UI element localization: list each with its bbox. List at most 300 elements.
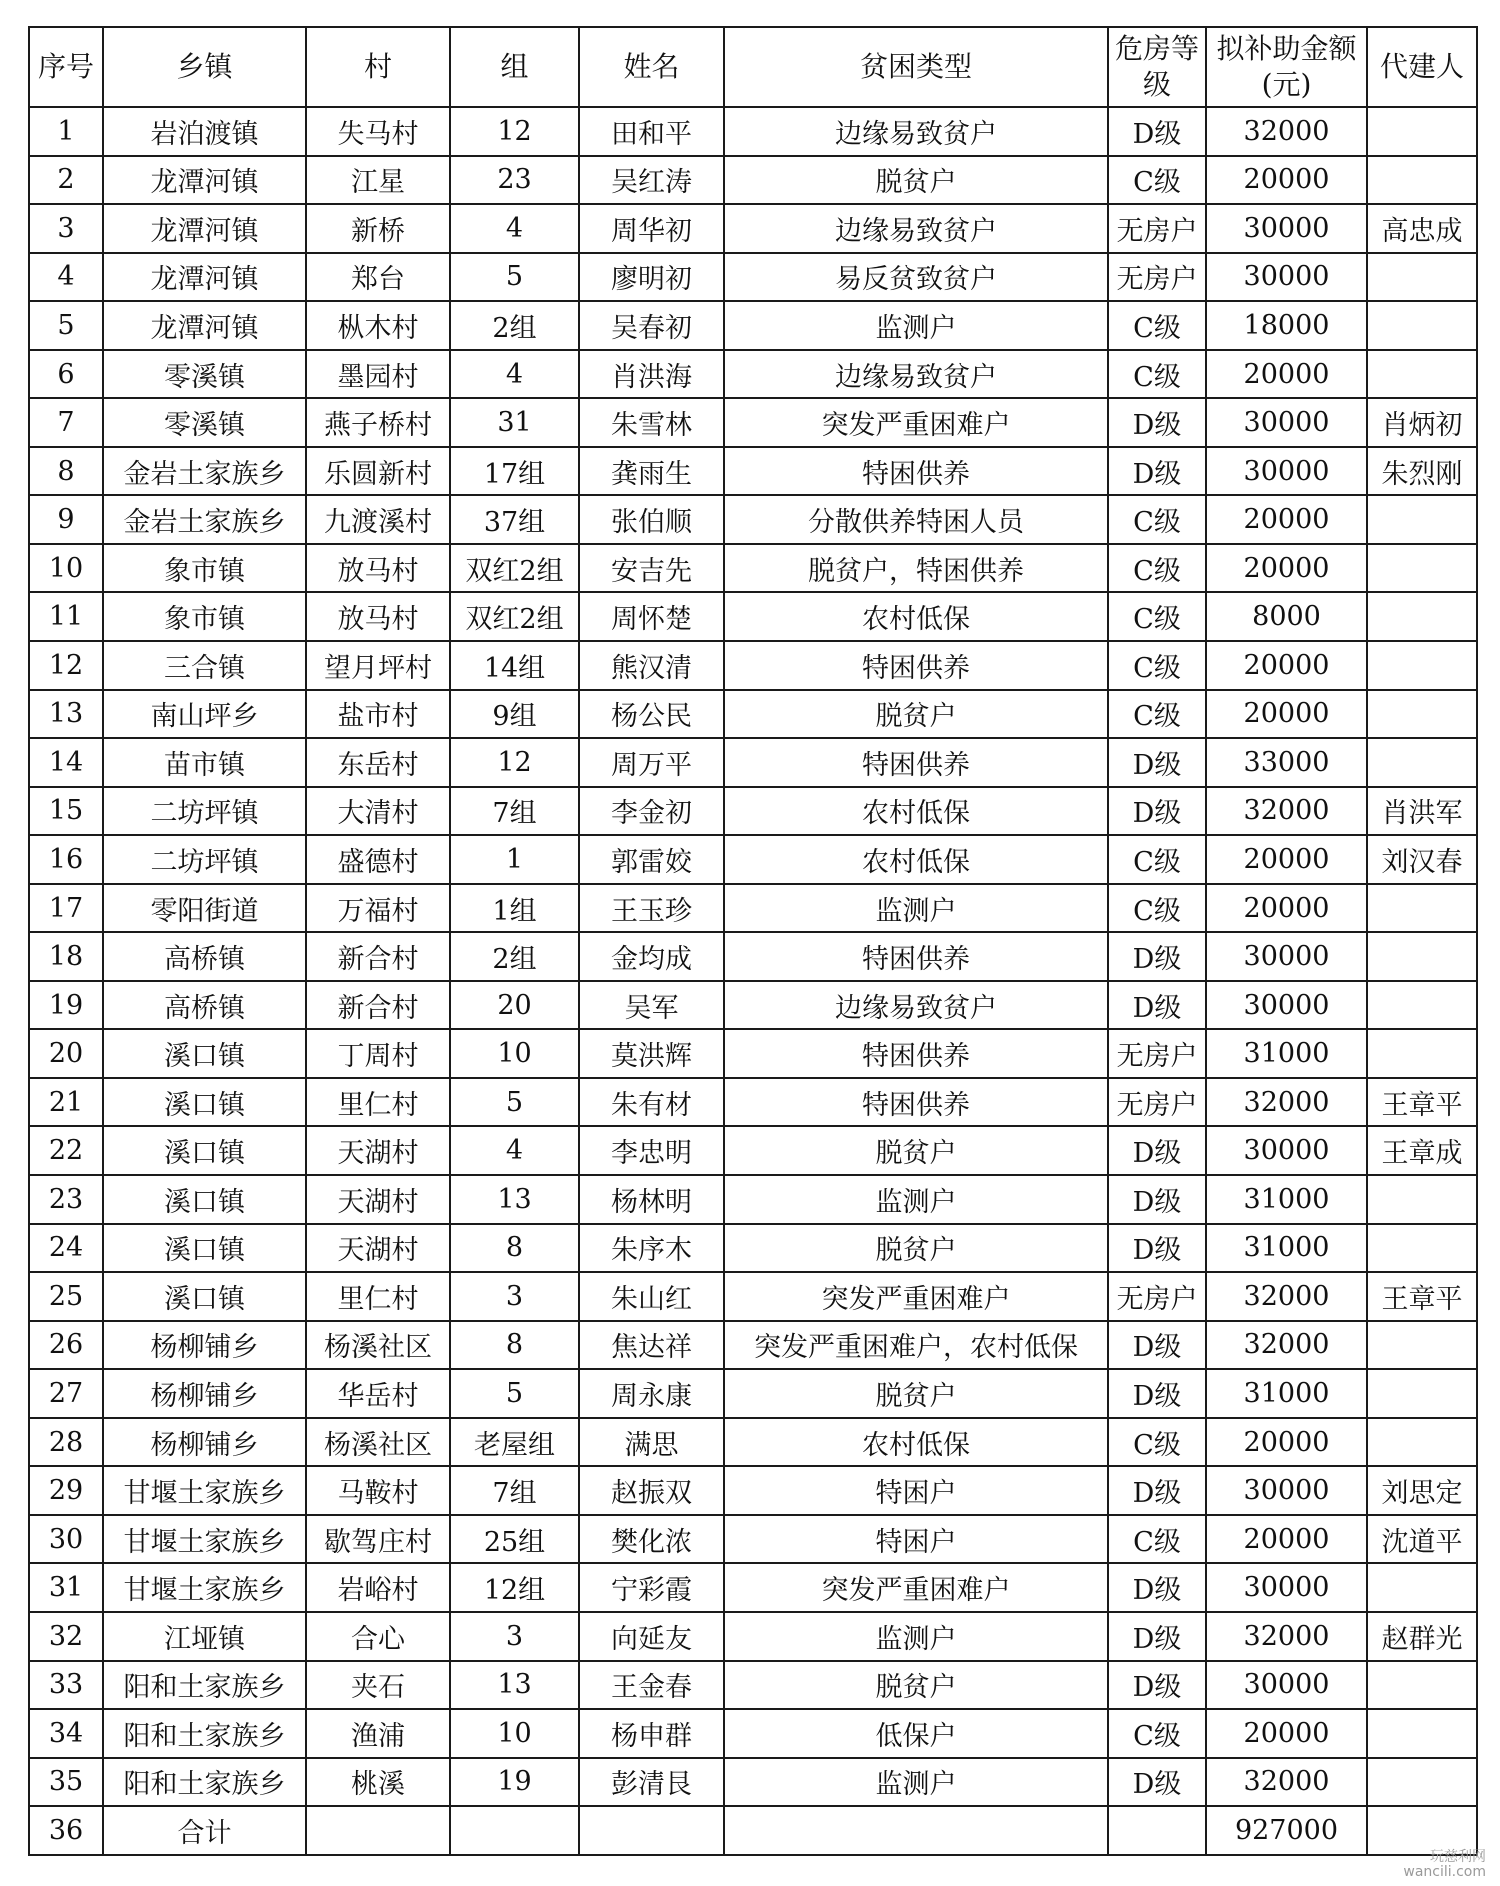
cell-builder: 肖炳初 — [1367, 398, 1477, 447]
cell-builder: 高忠成 — [1367, 204, 1477, 253]
cell-village: 郑台 — [306, 253, 450, 302]
cell-village: 放马村 — [306, 544, 450, 593]
cell-danger-level: C级 — [1108, 1515, 1206, 1564]
table-row — [29, 1369, 1477, 1418]
cell-village — [306, 1806, 450, 1855]
table-row — [29, 1272, 1477, 1321]
cell-village: 盛德村 — [306, 835, 450, 884]
cell-danger-level — [1108, 1806, 1206, 1855]
cell-name — [579, 1806, 724, 1855]
table-row — [29, 1563, 1477, 1612]
cell-group: 4 — [450, 204, 579, 253]
cell-builder — [1367, 1369, 1477, 1418]
table-row — [29, 1515, 1477, 1564]
cell-group: 1组 — [450, 884, 579, 933]
cell-poverty-type: 突发严重困难户，农村低保 — [724, 1321, 1108, 1370]
cell-village: 华岳村 — [306, 1369, 450, 1418]
cell-danger-level: D级 — [1108, 1661, 1206, 1710]
cell-seq: 11 — [29, 592, 103, 641]
cell-group: 20 — [450, 981, 579, 1030]
cell-danger-level: C级 — [1108, 884, 1206, 933]
cell-poverty-type: 监测户 — [724, 1758, 1108, 1807]
cell-seq: 14 — [29, 738, 103, 787]
cell-group: 9组 — [450, 690, 579, 739]
cell-subsidy-amount: 20000 — [1206, 1709, 1367, 1758]
cell-danger-level: D级 — [1108, 738, 1206, 787]
cell-village: 渔浦 — [306, 1709, 450, 1758]
cell-village: 岩峪村 — [306, 1563, 450, 1612]
table-row — [29, 1321, 1477, 1370]
table-row — [29, 253, 1477, 302]
cell-name: 王玉珍 — [579, 884, 724, 933]
table-row — [29, 447, 1477, 496]
cell-name: 彭清艮 — [579, 1758, 724, 1807]
cell-poverty-type: 分散供养特困人员 — [724, 495, 1108, 544]
cell-subsidy-amount: 31000 — [1206, 1369, 1367, 1418]
cell-builder — [1367, 641, 1477, 690]
cell-township: 金岩土家族乡 — [103, 447, 306, 496]
cell-builder — [1367, 1029, 1477, 1078]
cell-group: 7组 — [450, 1466, 579, 1515]
cell-seq: 8 — [29, 447, 103, 496]
cell-group: 14组 — [450, 641, 579, 690]
cell-poverty-type: 农村低保 — [724, 787, 1108, 836]
cell-seq: 13 — [29, 690, 103, 739]
cell-poverty-type: 脱贫户 — [724, 690, 1108, 739]
table-row — [29, 301, 1477, 350]
table-row — [29, 1418, 1477, 1467]
cell-seq: 27 — [29, 1369, 103, 1418]
cell-poverty-type: 脱贫户 — [724, 1126, 1108, 1175]
cell-township: 高桥镇 — [103, 932, 306, 981]
cell-subsidy-amount: 20000 — [1206, 1418, 1367, 1467]
cell-name: 张伯顺 — [579, 495, 724, 544]
cell-village: 杨溪社区 — [306, 1418, 450, 1467]
watermark — [1403, 1850, 1486, 1880]
cell-subsidy-amount: 30000 — [1206, 981, 1367, 1030]
cell-poverty-type: 特困供养 — [724, 1029, 1108, 1078]
cell-poverty-type: 突发严重困难户 — [724, 1272, 1108, 1321]
table-row — [29, 1709, 1477, 1758]
cell-village: 放马村 — [306, 592, 450, 641]
table-row — [29, 398, 1477, 447]
cell-poverty-type: 突发严重困难户 — [724, 398, 1108, 447]
cell-group: 双红2组 — [450, 592, 579, 641]
header-builder: 代建人 — [1367, 27, 1477, 107]
table-row — [29, 1029, 1477, 1078]
cell-seq: 10 — [29, 544, 103, 593]
cell-subsidy-amount: 30000 — [1206, 204, 1367, 253]
cell-seq: 16 — [29, 835, 103, 884]
table-row — [29, 544, 1477, 593]
cell-danger-level: D级 — [1108, 447, 1206, 496]
cell-poverty-type: 特困户 — [724, 1515, 1108, 1564]
cell-village: 望月坪村 — [306, 641, 450, 690]
table-row — [29, 641, 1477, 690]
cell-poverty-type: 农村低保 — [724, 592, 1108, 641]
cell-village: 天湖村 — [306, 1224, 450, 1273]
cell-name: 周万平 — [579, 738, 724, 787]
cell-subsidy-amount: 20000 — [1206, 884, 1367, 933]
cell-township: 南山坪乡 — [103, 690, 306, 739]
cell-builder: 沈道平 — [1367, 1515, 1477, 1564]
cell-subsidy-amount: 31000 — [1206, 1224, 1367, 1273]
cell-builder — [1367, 1418, 1477, 1467]
cell-builder — [1367, 301, 1477, 350]
cell-seq: 20 — [29, 1029, 103, 1078]
cell-subsidy-amount: 20000 — [1206, 1515, 1367, 1564]
cell-village: 里仁村 — [306, 1272, 450, 1321]
cell-danger-level: D级 — [1108, 1224, 1206, 1273]
cell-village: 天湖村 — [306, 1126, 450, 1175]
cell-group: 1 — [450, 835, 579, 884]
cell-builder — [1367, 1321, 1477, 1370]
cell-subsidy-amount: 18000 — [1206, 301, 1367, 350]
cell-danger-level: 无房户 — [1108, 1078, 1206, 1127]
cell-group: 10 — [450, 1029, 579, 1078]
cell-poverty-type: 特困供养 — [724, 1078, 1108, 1127]
cell-township: 龙潭河镇 — [103, 204, 306, 253]
cell-seq: 5 — [29, 301, 103, 350]
table-row — [29, 932, 1477, 981]
cell-subsidy-amount: 20000 — [1206, 690, 1367, 739]
cell-township: 苗市镇 — [103, 738, 306, 787]
cell-village: 丁周村 — [306, 1029, 450, 1078]
cell-danger-level: C级 — [1108, 1709, 1206, 1758]
cell-danger-level: D级 — [1108, 981, 1206, 1030]
cell-poverty-type: 边缘易致贫户 — [724, 350, 1108, 399]
cell-subsidy-amount: 31000 — [1206, 1029, 1367, 1078]
cell-name: 宁彩霞 — [579, 1563, 724, 1612]
cell-subsidy-amount: 20000 — [1206, 641, 1367, 690]
header-subsidy-amount: 拟补助金额(元) — [1206, 27, 1367, 107]
cell-seq: 15 — [29, 787, 103, 836]
cell-name: 杨林明 — [579, 1175, 724, 1224]
cell-name: 肖洪海 — [579, 350, 724, 399]
cell-group: 5 — [450, 1078, 579, 1127]
cell-township: 甘堰土家族乡 — [103, 1466, 306, 1515]
cell-danger-level: D级 — [1108, 1612, 1206, 1661]
cell-subsidy-amount: 32000 — [1206, 107, 1367, 156]
table-row — [29, 1224, 1477, 1273]
cell-name: 莫洪辉 — [579, 1029, 724, 1078]
cell-danger-level: C级 — [1108, 301, 1206, 350]
cell-name: 熊汉清 — [579, 641, 724, 690]
cell-subsidy-amount: 30000 — [1206, 1661, 1367, 1710]
cell-name: 朱有材 — [579, 1078, 724, 1127]
cell-poverty-type: 监测户 — [724, 884, 1108, 933]
cell-group: 12 — [450, 738, 579, 787]
cell-township: 甘堰土家族乡 — [103, 1515, 306, 1564]
cell-group: 4 — [450, 350, 579, 399]
cell-seq: 24 — [29, 1224, 103, 1273]
cell-name: 田和平 — [579, 107, 724, 156]
cell-builder — [1367, 253, 1477, 302]
cell-subsidy-amount: 927000 — [1206, 1806, 1367, 1855]
cell-danger-level: D级 — [1108, 398, 1206, 447]
cell-poverty-type: 突发严重困难户 — [724, 1563, 1108, 1612]
cell-seq: 30 — [29, 1515, 103, 1564]
cell-village: 墨园村 — [306, 350, 450, 399]
header-village: 村 — [306, 27, 450, 107]
cell-township: 象市镇 — [103, 544, 306, 593]
cell-township: 零溪镇 — [103, 398, 306, 447]
cell-subsidy-amount: 30000 — [1206, 253, 1367, 302]
cell-village: 杨溪社区 — [306, 1321, 450, 1370]
table-row — [29, 107, 1477, 156]
cell-group: 5 — [450, 253, 579, 302]
watermark-url: wancili.com — [1403, 1864, 1486, 1880]
cell-group: 4 — [450, 1126, 579, 1175]
cell-township: 江垭镇 — [103, 1612, 306, 1661]
cell-poverty-type: 监测户 — [724, 1175, 1108, 1224]
cell-township: 象市镇 — [103, 592, 306, 641]
cell-poverty-type: 监测户 — [724, 301, 1108, 350]
table-row — [29, 1175, 1477, 1224]
cell-village: 九渡溪村 — [306, 495, 450, 544]
cell-subsidy-amount: 30000 — [1206, 932, 1367, 981]
cell-subsidy-amount: 30000 — [1206, 1563, 1367, 1612]
cell-danger-level: C级 — [1108, 641, 1206, 690]
cell-builder — [1367, 544, 1477, 593]
cell-township: 龙潭河镇 — [103, 301, 306, 350]
cell-poverty-type: 脱贫户 — [724, 1224, 1108, 1273]
cell-group: 3 — [450, 1612, 579, 1661]
cell-village: 东岳村 — [306, 738, 450, 787]
header-township: 乡镇 — [103, 27, 306, 107]
table-row — [29, 884, 1477, 933]
cell-name: 吴军 — [579, 981, 724, 1030]
table-row — [29, 1126, 1477, 1175]
cell-danger-level: D级 — [1108, 787, 1206, 836]
cell-group: 8 — [450, 1224, 579, 1273]
cell-township: 岩泊渡镇 — [103, 107, 306, 156]
cell-subsidy-amount: 32000 — [1206, 1758, 1367, 1807]
table-row — [29, 156, 1477, 205]
cell-village: 里仁村 — [306, 1078, 450, 1127]
cell-village: 枞木村 — [306, 301, 450, 350]
cell-name: 吴春初 — [579, 301, 724, 350]
watermark-title: 玩慈利网 — [1430, 1849, 1486, 1865]
table-row — [29, 738, 1477, 787]
cell-danger-level: C级 — [1108, 156, 1206, 205]
cell-township: 溪口镇 — [103, 1272, 306, 1321]
cell-name: 杨公民 — [579, 690, 724, 739]
cell-builder: 肖洪军 — [1367, 787, 1477, 836]
cell-subsidy-amount: 30000 — [1206, 447, 1367, 496]
cell-township: 阳和土家族乡 — [103, 1709, 306, 1758]
cell-subsidy-amount: 20000 — [1206, 544, 1367, 593]
cell-seq: 7 — [29, 398, 103, 447]
cell-township: 溪口镇 — [103, 1078, 306, 1127]
cell-subsidy-amount: 20000 — [1206, 835, 1367, 884]
cell-danger-level: C级 — [1108, 495, 1206, 544]
cell-group: 31 — [450, 398, 579, 447]
cell-group: 23 — [450, 156, 579, 205]
cell-township: 溪口镇 — [103, 1224, 306, 1273]
cell-township: 阳和土家族乡 — [103, 1758, 306, 1807]
cell-subsidy-amount: 30000 — [1206, 1466, 1367, 1515]
table-row — [29, 981, 1477, 1030]
cell-group: 37组 — [450, 495, 579, 544]
cell-builder — [1367, 1709, 1477, 1758]
cell-group: 19 — [450, 1758, 579, 1807]
cell-village: 大清村 — [306, 787, 450, 836]
cell-township: 溪口镇 — [103, 1175, 306, 1224]
cell-subsidy-amount: 32000 — [1206, 1321, 1367, 1370]
table-row — [29, 1612, 1477, 1661]
cell-builder — [1367, 592, 1477, 641]
cell-group: 3 — [450, 1272, 579, 1321]
cell-name: 朱序木 — [579, 1224, 724, 1273]
cell-seq: 22 — [29, 1126, 103, 1175]
cell-name: 廖明初 — [579, 253, 724, 302]
cell-name: 焦达祥 — [579, 1321, 724, 1370]
cell-danger-level: D级 — [1108, 932, 1206, 981]
cell-seq: 17 — [29, 884, 103, 933]
cell-township: 三合镇 — [103, 641, 306, 690]
cell-township: 阳和土家族乡 — [103, 1661, 306, 1710]
cell-poverty-type: 特困供养 — [724, 641, 1108, 690]
cell-poverty-type: 易反贫致贫户 — [724, 253, 1108, 302]
cell-name: 周怀楚 — [579, 592, 724, 641]
cell-name: 金均成 — [579, 932, 724, 981]
cell-name: 龚雨生 — [579, 447, 724, 496]
cell-danger-level: 无房户 — [1108, 1272, 1206, 1321]
cell-danger-level: D级 — [1108, 1369, 1206, 1418]
table-row — [29, 592, 1477, 641]
cell-township: 龙潭河镇 — [103, 156, 306, 205]
header-group: 组 — [450, 27, 579, 107]
cell-builder — [1367, 1224, 1477, 1273]
cell-village: 马鞍村 — [306, 1466, 450, 1515]
cell-subsidy-amount: 8000 — [1206, 592, 1367, 641]
cell-township: 杨柳铺乡 — [103, 1369, 306, 1418]
header-row — [29, 27, 1477, 107]
cell-township: 高桥镇 — [103, 981, 306, 1030]
cell-name: 周华初 — [579, 204, 724, 253]
cell-village: 合心 — [306, 1612, 450, 1661]
cell-seq: 4 — [29, 253, 103, 302]
cell-village: 乐圆新村 — [306, 447, 450, 496]
cell-builder — [1367, 884, 1477, 933]
cell-poverty-type: 特困供养 — [724, 447, 1108, 496]
cell-group: 5 — [450, 1369, 579, 1418]
cell-danger-level: D级 — [1108, 1126, 1206, 1175]
cell-village: 夹石 — [306, 1661, 450, 1710]
cell-poverty-type: 低保户 — [724, 1709, 1108, 1758]
cell-name: 朱雪林 — [579, 398, 724, 447]
header-name: 姓名 — [579, 27, 724, 107]
cell-group: 12 — [450, 107, 579, 156]
cell-seq: 28 — [29, 1418, 103, 1467]
cell-seq: 35 — [29, 1758, 103, 1807]
cell-seq: 36 — [29, 1806, 103, 1855]
cell-village: 天湖村 — [306, 1175, 450, 1224]
cell-poverty-type: 特困供养 — [724, 738, 1108, 787]
table-row — [29, 1466, 1477, 1515]
cell-subsidy-amount: 33000 — [1206, 738, 1367, 787]
cell-group: 老屋组 — [450, 1418, 579, 1467]
cell-seq: 19 — [29, 981, 103, 1030]
cell-danger-level: 无房户 — [1108, 204, 1206, 253]
cell-subsidy-amount: 32000 — [1206, 1272, 1367, 1321]
cell-group: 双红2组 — [450, 544, 579, 593]
cell-name: 朱山红 — [579, 1272, 724, 1321]
cell-name: 周永康 — [579, 1369, 724, 1418]
table-row — [29, 1661, 1477, 1710]
cell-name: 安吉先 — [579, 544, 724, 593]
cell-subsidy-amount: 32000 — [1206, 1612, 1367, 1661]
cell-danger-level: D级 — [1108, 1321, 1206, 1370]
cell-seq: 31 — [29, 1563, 103, 1612]
cell-poverty-type: 脱贫户 — [724, 1661, 1108, 1710]
cell-village: 新合村 — [306, 932, 450, 981]
cell-builder — [1367, 1175, 1477, 1224]
cell-group: 13 — [450, 1661, 579, 1710]
cell-township: 金岩土家族乡 — [103, 495, 306, 544]
cell-poverty-type: 脱贫户 — [724, 1369, 1108, 1418]
cell-subsidy-amount: 32000 — [1206, 787, 1367, 836]
cell-poverty-type: 脱贫户，特困供养 — [724, 544, 1108, 593]
cell-builder — [1367, 932, 1477, 981]
cell-name: 满思 — [579, 1418, 724, 1467]
cell-township: 二坊坪镇 — [103, 835, 306, 884]
cell-builder — [1367, 1758, 1477, 1807]
table-row — [29, 1078, 1477, 1127]
cell-village: 万福村 — [306, 884, 450, 933]
cell-name: 王金春 — [579, 1661, 724, 1710]
cell-builder — [1367, 738, 1477, 787]
cell-name: 杨申群 — [579, 1709, 724, 1758]
cell-poverty-type: 农村低保 — [724, 1418, 1108, 1467]
cell-group: 7组 — [450, 787, 579, 836]
header-seq: 序号 — [29, 27, 103, 107]
cell-village: 江星 — [306, 156, 450, 205]
cell-group: 12组 — [450, 1563, 579, 1612]
cell-builder: 刘汉春 — [1367, 835, 1477, 884]
table-row — [29, 835, 1477, 884]
cell-builder: 刘思定 — [1367, 1466, 1477, 1515]
cell-village: 桃溪 — [306, 1758, 450, 1807]
table-row — [29, 350, 1477, 399]
cell-builder: 王章平 — [1367, 1078, 1477, 1127]
cell-builder — [1367, 107, 1477, 156]
table-row — [29, 1758, 1477, 1807]
cell-subsidy-amount: 20000 — [1206, 156, 1367, 205]
cell-seq: 6 — [29, 350, 103, 399]
cell-seq: 34 — [29, 1709, 103, 1758]
cell-group: 2组 — [450, 932, 579, 981]
cell-danger-level: C级 — [1108, 350, 1206, 399]
cell-danger-level: 无房户 — [1108, 253, 1206, 302]
cell-poverty-type: 边缘易致贫户 — [724, 204, 1108, 253]
cell-seq: 2 — [29, 156, 103, 205]
cell-seq: 9 — [29, 495, 103, 544]
cell-poverty-type: 农村低保 — [724, 835, 1108, 884]
cell-township: 溪口镇 — [103, 1126, 306, 1175]
cell-subsidy-amount: 20000 — [1206, 495, 1367, 544]
cell-township: 零溪镇 — [103, 350, 306, 399]
cell-seq: 25 — [29, 1272, 103, 1321]
cell-village: 歇驾庄村 — [306, 1515, 450, 1564]
cell-village: 新合村 — [306, 981, 450, 1030]
cell-poverty-type: 监测户 — [724, 1612, 1108, 1661]
cell-village: 燕子桥村 — [306, 398, 450, 447]
cell-township: 甘堰土家族乡 — [103, 1563, 306, 1612]
cell-builder — [1367, 690, 1477, 739]
cell-township: 二坊坪镇 — [103, 787, 306, 836]
